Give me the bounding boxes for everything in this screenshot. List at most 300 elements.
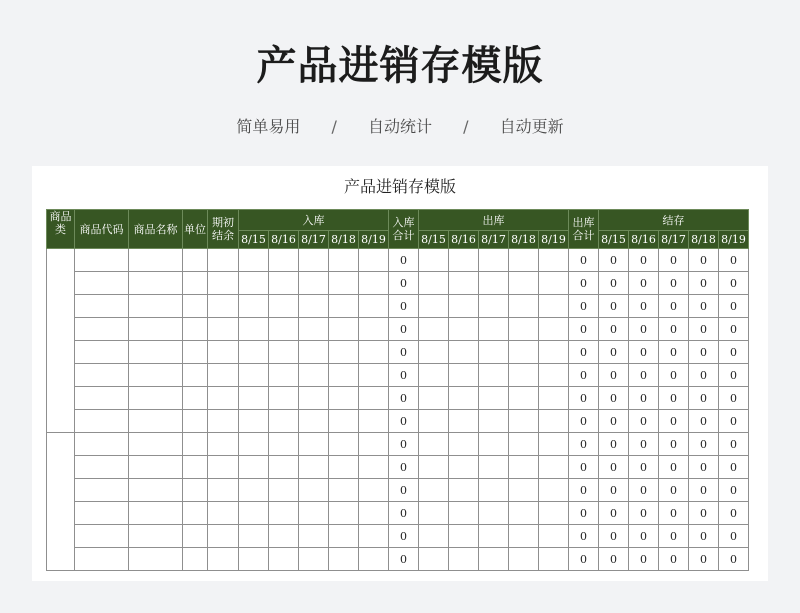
inbound-cell[interactable] — [269, 295, 299, 318]
inbound-cell[interactable] — [269, 456, 299, 479]
code-cell[interactable] — [75, 479, 129, 502]
outbound-cell[interactable] — [419, 456, 449, 479]
inbound-total-cell[interactable]: 0 — [389, 433, 419, 456]
stock-cell[interactable]: 0 — [689, 456, 719, 479]
inbound-total-cell[interactable]: 0 — [389, 272, 419, 295]
code-cell[interactable] — [75, 341, 129, 364]
inbound-total-cell[interactable]: 0 — [389, 249, 419, 272]
inbound-cell[interactable] — [269, 525, 299, 548]
name-cell[interactable] — [129, 387, 183, 410]
inbound-cell[interactable] — [269, 387, 299, 410]
outbound-cell[interactable] — [479, 318, 509, 341]
inbound-cell[interactable] — [359, 456, 389, 479]
outbound-cell[interactable] — [449, 318, 479, 341]
outbound-total-cell[interactable]: 0 — [569, 341, 599, 364]
outbound-cell[interactable] — [509, 548, 539, 571]
stock-cell[interactable]: 0 — [719, 387, 749, 410]
stock-cell[interactable]: 0 — [719, 364, 749, 387]
inbound-cell[interactable] — [299, 502, 329, 525]
inbound-cell[interactable] — [299, 364, 329, 387]
outbound-cell[interactable] — [419, 272, 449, 295]
stock-cell[interactable]: 0 — [659, 456, 689, 479]
unit-cell[interactable] — [183, 548, 208, 571]
outbound-cell[interactable] — [539, 525, 569, 548]
stock-cell[interactable]: 0 — [629, 479, 659, 502]
inbound-cell[interactable] — [239, 548, 269, 571]
stock-cell[interactable]: 0 — [629, 318, 659, 341]
outbound-cell[interactable] — [509, 525, 539, 548]
stock-cell[interactable]: 0 — [599, 548, 629, 571]
stock-cell[interactable]: 0 — [689, 548, 719, 571]
inbound-cell[interactable] — [299, 433, 329, 456]
inbound-cell[interactable] — [359, 318, 389, 341]
stock-cell[interactable]: 0 — [719, 548, 749, 571]
table-row — [47, 364, 749, 387]
stock-cell[interactable]: 0 — [599, 502, 629, 525]
outbound-cell[interactable] — [539, 249, 569, 272]
inbound-cell[interactable] — [269, 433, 299, 456]
inbound-cell[interactable] — [299, 272, 329, 295]
stock-cell[interactable]: 0 — [659, 249, 689, 272]
inbound-cell[interactable] — [269, 548, 299, 571]
stock-cell[interactable]: 0 — [659, 387, 689, 410]
stock-cell[interactable]: 0 — [599, 433, 629, 456]
stock-cell[interactable]: 0 — [689, 364, 719, 387]
stock-cell[interactable]: 0 — [629, 456, 659, 479]
outbound-total-cell[interactable]: 0 — [569, 410, 599, 433]
stock-cell[interactable]: 0 — [629, 249, 659, 272]
outbound-cell[interactable] — [419, 295, 449, 318]
outbound-total-cell[interactable]: 0 — [569, 479, 599, 502]
category-cell[interactable] — [47, 433, 75, 571]
stock-cell[interactable]: 0 — [719, 433, 749, 456]
code-cell[interactable] — [75, 456, 129, 479]
code-cell[interactable] — [75, 318, 129, 341]
outbound-cell[interactable] — [419, 548, 449, 571]
outbound-cell[interactable] — [509, 272, 539, 295]
stock-cell[interactable]: 0 — [719, 249, 749, 272]
code-cell[interactable] — [75, 433, 129, 456]
inbound-cell[interactable] — [299, 479, 329, 502]
code-cell[interactable] — [75, 364, 129, 387]
opening-cell[interactable] — [208, 272, 239, 295]
stock-cell[interactable]: 0 — [659, 433, 689, 456]
inbound-cell[interactable] — [329, 295, 359, 318]
outbound-cell[interactable] — [509, 318, 539, 341]
outbound-cell[interactable] — [509, 249, 539, 272]
unit-cell[interactable] — [183, 456, 208, 479]
outbound-cell[interactable] — [539, 456, 569, 479]
outbound-cell[interactable] — [509, 410, 539, 433]
outbound-cell[interactable] — [419, 387, 449, 410]
inbound-total-cell[interactable]: 0 — [389, 479, 419, 502]
unit-cell[interactable] — [183, 479, 208, 502]
inbound-cell[interactable] — [359, 525, 389, 548]
inbound-total-cell[interactable]: 0 — [389, 502, 419, 525]
stock-cell[interactable]: 0 — [719, 502, 749, 525]
inbound-cell[interactable] — [269, 272, 299, 295]
inbound-cell[interactable] — [269, 341, 299, 364]
stock-cell[interactable]: 0 — [689, 295, 719, 318]
outbound-total-cell[interactable]: 0 — [569, 502, 599, 525]
outbound-cell[interactable] — [449, 295, 479, 318]
stock-cell[interactable]: 0 — [659, 479, 689, 502]
outbound-cell[interactable] — [419, 433, 449, 456]
outbound-total-cell[interactable]: 0 — [569, 548, 599, 571]
inbound-cell[interactable] — [329, 525, 359, 548]
stock-cell[interactable]: 0 — [599, 364, 629, 387]
outbound-cell[interactable] — [479, 548, 509, 571]
inbound-cell[interactable] — [359, 410, 389, 433]
inbound-total-cell[interactable]: 0 — [389, 295, 419, 318]
outbound-cell[interactable] — [449, 456, 479, 479]
inbound-cell[interactable] — [239, 318, 269, 341]
inbound-cell[interactable] — [299, 548, 329, 571]
stock-cell[interactable]: 0 — [599, 479, 629, 502]
inbound-cell[interactable] — [239, 364, 269, 387]
inbound-total-cell[interactable]: 0 — [389, 341, 419, 364]
stock-cell[interactable]: 0 — [659, 410, 689, 433]
outbound-cell[interactable] — [419, 341, 449, 364]
stock-cell[interactable]: 0 — [659, 364, 689, 387]
inbound-cell[interactable] — [359, 502, 389, 525]
outbound-cell[interactable] — [449, 479, 479, 502]
outbound-cell[interactable] — [539, 410, 569, 433]
opening-cell[interactable] — [208, 387, 239, 410]
unit-cell[interactable] — [183, 341, 208, 364]
inbound-cell[interactable] — [239, 341, 269, 364]
outbound-cell[interactable] — [509, 341, 539, 364]
inbound-total-cell[interactable]: 0 — [389, 525, 419, 548]
inbound-cell[interactable] — [239, 272, 269, 295]
stock-cell[interactable]: 0 — [599, 410, 629, 433]
inbound-cell[interactable] — [239, 249, 269, 272]
inbound-cell[interactable] — [299, 295, 329, 318]
name-cell[interactable] — [129, 249, 183, 272]
stock-cell[interactable]: 0 — [719, 456, 749, 479]
outbound-cell[interactable] — [419, 502, 449, 525]
unit-cell[interactable] — [183, 364, 208, 387]
inbound-cell[interactable] — [299, 410, 329, 433]
unit-cell[interactable] — [183, 318, 208, 341]
outbound-cell[interactable] — [419, 249, 449, 272]
inbound-cell[interactable] — [239, 295, 269, 318]
stock-cell[interactable]: 0 — [689, 433, 719, 456]
outbound-total-cell[interactable]: 0 — [569, 525, 599, 548]
opening-cell[interactable] — [208, 433, 239, 456]
stock-cell[interactable]: 0 — [719, 410, 749, 433]
outbound-total-cell[interactable]: 0 — [569, 249, 599, 272]
stock-cell[interactable]: 0 — [719, 318, 749, 341]
inbound-cell[interactable] — [329, 341, 359, 364]
inbound-total-cell[interactable]: 0 — [389, 548, 419, 571]
stock-cell[interactable]: 0 — [599, 387, 629, 410]
outbound-cell[interactable] — [539, 364, 569, 387]
inbound-total-cell[interactable]: 0 — [389, 456, 419, 479]
inbound-cell[interactable] — [329, 387, 359, 410]
stock-cell[interactable]: 0 — [719, 272, 749, 295]
outbound-cell[interactable] — [449, 410, 479, 433]
outbound-cell[interactable] — [419, 364, 449, 387]
name-cell[interactable] — [129, 341, 183, 364]
name-cell[interactable] — [129, 548, 183, 571]
outbound-cell[interactable] — [449, 548, 479, 571]
opening-cell[interactable] — [208, 456, 239, 479]
outbound-cell[interactable] — [449, 272, 479, 295]
opening-cell[interactable] — [208, 341, 239, 364]
outbound-cell[interactable] — [479, 433, 509, 456]
inbound-cell[interactable] — [239, 502, 269, 525]
unit-cell[interactable] — [183, 249, 208, 272]
outbound-cell[interactable] — [539, 318, 569, 341]
inbound-cell[interactable] — [269, 364, 299, 387]
inbound-cell[interactable] — [239, 433, 269, 456]
inbound-cell[interactable] — [269, 479, 299, 502]
outbound-cell[interactable] — [539, 433, 569, 456]
stock-cell[interactable]: 0 — [689, 249, 719, 272]
outbound-cell[interactable] — [509, 456, 539, 479]
name-cell[interactable] — [129, 318, 183, 341]
inbound-cell[interactable] — [329, 479, 359, 502]
opening-cell[interactable] — [208, 364, 239, 387]
name-cell[interactable] — [129, 364, 183, 387]
outbound-cell[interactable] — [479, 295, 509, 318]
category-cell[interactable] — [47, 249, 75, 433]
inbound-cell[interactable] — [329, 548, 359, 571]
inbound-cell[interactable] — [359, 433, 389, 456]
outbound-cell[interactable] — [479, 249, 509, 272]
inbound-cell[interactable] — [329, 433, 359, 456]
outbound-total-cell[interactable]: 0 — [569, 364, 599, 387]
outbound-cell[interactable] — [419, 479, 449, 502]
code-cell[interactable] — [75, 272, 129, 295]
header-outbound-date: 8/19 — [539, 231, 569, 249]
inbound-cell[interactable] — [359, 272, 389, 295]
outbound-cell[interactable] — [449, 433, 479, 456]
inbound-cell[interactable] — [359, 364, 389, 387]
stock-cell[interactable]: 0 — [719, 341, 749, 364]
stock-cell[interactable]: 0 — [629, 525, 659, 548]
outbound-cell[interactable] — [509, 387, 539, 410]
outbound-cell[interactable] — [479, 525, 509, 548]
outbound-total-cell[interactable]: 0 — [569, 433, 599, 456]
stock-cell[interactable]: 0 — [629, 548, 659, 571]
stock-cell[interactable]: 0 — [689, 525, 719, 548]
inbound-cell[interactable] — [299, 387, 329, 410]
code-cell[interactable] — [75, 502, 129, 525]
inbound-cell[interactable] — [329, 410, 359, 433]
stock-cell[interactable]: 0 — [629, 410, 659, 433]
outbound-cell[interactable] — [509, 295, 539, 318]
stock-cell[interactable]: 0 — [599, 456, 629, 479]
outbound-cell[interactable] — [539, 502, 569, 525]
unit-cell[interactable] — [183, 525, 208, 548]
outbound-total-cell[interactable]: 0 — [569, 318, 599, 341]
stock-cell[interactable]: 0 — [689, 272, 719, 295]
stock-cell[interactable]: 0 — [629, 502, 659, 525]
stock-cell[interactable]: 0 — [629, 295, 659, 318]
outbound-cell[interactable] — [449, 364, 479, 387]
stock-cell[interactable]: 0 — [719, 479, 749, 502]
stock-cell[interactable]: 0 — [659, 272, 689, 295]
inbound-cell[interactable] — [269, 249, 299, 272]
outbound-total-cell[interactable]: 0 — [569, 456, 599, 479]
stock-cell[interactable]: 0 — [689, 502, 719, 525]
outbound-cell[interactable] — [419, 410, 449, 433]
outbound-cell[interactable] — [539, 341, 569, 364]
outbound-cell[interactable] — [449, 249, 479, 272]
inbound-total-cell[interactable]: 0 — [389, 410, 419, 433]
outbound-cell[interactable] — [449, 387, 479, 410]
opening-cell[interactable] — [208, 502, 239, 525]
stock-cell[interactable]: 0 — [719, 295, 749, 318]
unit-cell[interactable] — [183, 295, 208, 318]
name-cell[interactable] — [129, 410, 183, 433]
inbound-cell[interactable] — [359, 479, 389, 502]
outbound-cell[interactable] — [479, 341, 509, 364]
stock-cell[interactable]: 0 — [659, 525, 689, 548]
stock-cell[interactable]: 0 — [659, 548, 689, 571]
stock-cell[interactable]: 0 — [689, 387, 719, 410]
name-cell[interactable] — [129, 295, 183, 318]
inbound-cell[interactable] — [239, 456, 269, 479]
code-cell[interactable] — [75, 295, 129, 318]
inbound-cell[interactable] — [239, 525, 269, 548]
code-cell[interactable] — [75, 410, 129, 433]
name-cell[interactable] — [129, 479, 183, 502]
inbound-cell[interactable] — [329, 364, 359, 387]
inbound-cell[interactable] — [329, 249, 359, 272]
name-cell[interactable] — [129, 502, 183, 525]
inbound-total-cell[interactable]: 0 — [389, 364, 419, 387]
outbound-total-cell[interactable]: 0 — [569, 387, 599, 410]
outbound-cell[interactable] — [479, 502, 509, 525]
outbound-cell[interactable] — [479, 387, 509, 410]
stock-cell[interactable]: 0 — [629, 272, 659, 295]
inbound-cell[interactable] — [239, 387, 269, 410]
outbound-cell[interactable] — [509, 364, 539, 387]
stock-cell[interactable]: 0 — [719, 525, 749, 548]
outbound-total-cell[interactable]: 0 — [569, 295, 599, 318]
stock-cell[interactable]: 0 — [629, 341, 659, 364]
opening-cell[interactable] — [208, 410, 239, 433]
outbound-cell[interactable] — [539, 272, 569, 295]
outbound-cell[interactable] — [479, 364, 509, 387]
inbound-cell[interactable] — [299, 456, 329, 479]
stock-cell[interactable]: 0 — [599, 295, 629, 318]
stock-cell[interactable]: 0 — [599, 249, 629, 272]
stock-cell[interactable]: 0 — [599, 272, 629, 295]
inbound-cell[interactable] — [359, 295, 389, 318]
outbound-cell[interactable] — [449, 525, 479, 548]
outbound-cell[interactable] — [509, 433, 539, 456]
code-cell[interactable] — [75, 548, 129, 571]
inbound-cell[interactable] — [269, 502, 299, 525]
name-cell[interactable] — [129, 525, 183, 548]
outbound-cell[interactable] — [479, 272, 509, 295]
outbound-total-cell[interactable]: 0 — [569, 272, 599, 295]
outbound-cell[interactable] — [479, 479, 509, 502]
unit-cell[interactable] — [183, 387, 208, 410]
inbound-total-cell[interactable]: 0 — [389, 387, 419, 410]
inbound-cell[interactable] — [329, 502, 359, 525]
inbound-cell[interactable] — [359, 249, 389, 272]
unit-cell[interactable] — [183, 433, 208, 456]
opening-cell[interactable] — [208, 479, 239, 502]
inbound-cell[interactable] — [329, 272, 359, 295]
outbound-cell[interactable] — [539, 548, 569, 571]
opening-cell[interactable] — [208, 548, 239, 571]
outbound-cell[interactable] — [509, 479, 539, 502]
stock-cell[interactable]: 0 — [599, 318, 629, 341]
inbound-cell[interactable] — [239, 410, 269, 433]
stock-cell[interactable]: 0 — [689, 318, 719, 341]
stock-cell[interactable]: 0 — [659, 318, 689, 341]
stock-cell[interactable]: 0 — [689, 341, 719, 364]
code-cell[interactable] — [75, 525, 129, 548]
code-cell[interactable] — [75, 249, 129, 272]
inbound-cell[interactable] — [359, 548, 389, 571]
stock-cell[interactable]: 0 — [659, 502, 689, 525]
name-cell[interactable] — [129, 272, 183, 295]
outbound-cell[interactable] — [479, 456, 509, 479]
outbound-cell[interactable] — [419, 318, 449, 341]
inbound-total-cell[interactable]: 0 — [389, 318, 419, 341]
outbound-cell[interactable] — [449, 502, 479, 525]
stock-cell[interactable]: 0 — [659, 341, 689, 364]
outbound-cell[interactable] — [539, 387, 569, 410]
name-cell[interactable] — [129, 433, 183, 456]
inbound-cell[interactable] — [269, 410, 299, 433]
inbound-cell[interactable] — [329, 318, 359, 341]
inbound-cell[interactable] — [239, 479, 269, 502]
inbound-cell[interactable] — [299, 318, 329, 341]
stock-cell[interactable]: 0 — [629, 364, 659, 387]
stock-cell[interactable]: 0 — [689, 410, 719, 433]
stock-cell[interactable]: 0 — [599, 525, 629, 548]
outbound-cell[interactable] — [419, 525, 449, 548]
stock-cell[interactable]: 0 — [599, 341, 629, 364]
stock-cell[interactable]: 0 — [689, 479, 719, 502]
outbound-cell[interactable] — [539, 479, 569, 502]
header-outbound-date: 8/16 — [449, 231, 479, 249]
stock-cell[interactable]: 0 — [659, 295, 689, 318]
inbound-cell[interactable] — [299, 525, 329, 548]
inbound-cell[interactable] — [299, 249, 329, 272]
outbound-cell[interactable] — [509, 502, 539, 525]
unit-cell[interactable] — [183, 410, 208, 433]
opening-cell[interactable] — [208, 525, 239, 548]
stock-cell[interactable]: 0 — [629, 387, 659, 410]
table-row — [47, 525, 749, 548]
opening-cell[interactable] — [208, 295, 239, 318]
name-cell[interactable] — [129, 456, 183, 479]
inbound-cell[interactable] — [359, 341, 389, 364]
code-cell[interactable] — [75, 387, 129, 410]
outbound-cell[interactable] — [539, 295, 569, 318]
opening-cell[interactable] — [208, 318, 239, 341]
inbound-cell[interactable] — [359, 387, 389, 410]
outbound-cell[interactable] — [479, 410, 509, 433]
inbound-cell[interactable] — [299, 341, 329, 364]
unit-cell[interactable] — [183, 502, 208, 525]
opening-cell[interactable] — [208, 249, 239, 272]
unit-cell[interactable] — [183, 272, 208, 295]
inbound-cell[interactable] — [269, 318, 299, 341]
outbound-cell[interactable] — [449, 341, 479, 364]
inbound-cell[interactable] — [329, 456, 359, 479]
stock-cell[interactable]: 0 — [629, 433, 659, 456]
